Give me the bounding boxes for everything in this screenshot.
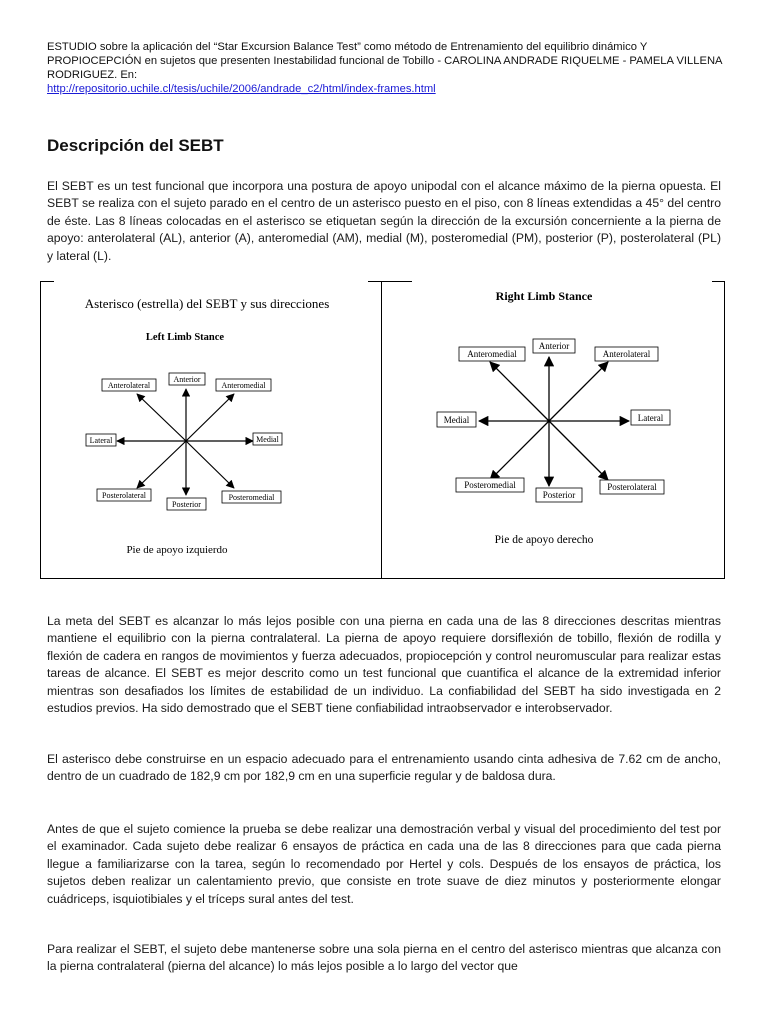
- left-label-medial: Medial: [256, 435, 279, 444]
- left-label-lateral: Lateral: [89, 436, 113, 445]
- right-line-posterolateral: [549, 421, 608, 480]
- right-line-posteromedial: [490, 421, 549, 480]
- right-label-posteromedial: Posteromedial: [464, 480, 516, 490]
- right-subtitle: Right Limb Stance: [495, 289, 593, 303]
- left-limb-panel: [40, 281, 382, 579]
- citation-text: ESTUDIO sobre la aplicación del “Star Excursion Balance Test” como método de Entrenamiento del equilibrio dinámico Y PROPIOCEPCIÓN en sujetos que presenten Inestabilidad funcional de Tobillo - CAROLINA ANDRADE RIQUELME - PAMELA VILLENA RODRIGUEZ. En:: [47, 41, 722, 81]
- left-line-posterolateral: [137, 441, 186, 488]
- right-label-posterolateral: Posterolateral: [607, 482, 657, 492]
- right-asterisk-lines: [479, 357, 629, 486]
- right-label-posterior: Posterior: [542, 490, 576, 500]
- left-line-anterolateral: [137, 394, 186, 441]
- left-label-posterolateral: Posterolateral: [102, 491, 146, 500]
- left-line-posteromedial: [186, 441, 234, 488]
- left-subtitle: Left Limb Stance: [145, 332, 225, 343]
- section-title: Descripción del SEBT: [47, 136, 224, 155]
- paragraph-1: El SEBT es un test funcional que incorpora una postura de apoyo unipodal con el alcance máximo de la pierna opuesta. El SEBT se realiza con el sujeto parado en el centro de un asterisco puesto en el piso, con 8 líneas extendidas a 45° del centro de éste. Las 8 líneas colocadas en el asterisco se etiquetan según la dirección de la excursión concerniente a la pierna de apoyo: anterolateral (AL), anterior (A), anteromedial (AM), medial (M), posteromedial (PM), posterior (P), posterolateral (PL) y lateral (L).: [47, 179, 721, 263]
- right-line-anterolateral: [549, 362, 608, 421]
- left-label-anteromedial: Anteromedial: [221, 381, 266, 390]
- right-limb-panel: [381, 281, 725, 579]
- left-label-posterior: Posterior: [172, 500, 201, 509]
- left-asterisk-lines: [117, 389, 253, 495]
- right-caption-bottom: Pie de apoyo derecho: [494, 534, 594, 546]
- left-line-anteromedial: [186, 394, 234, 441]
- left-caption-top: Asterisco (estrella) del SEBT y sus direcciones: [84, 296, 330, 311]
- citation-header: [47, 40, 727, 96]
- paragraph-5: Para realizar el SEBT, el sujeto debe mantenerse sobre una sola pierna en el centro del asterisco mientras que alcanza con la pierna contralateral (pierna del alcance) lo más lejos posible a lo largo del vector que: [47, 942, 721, 974]
- paragraph-4: Antes de que el sujeto comience la prueba se debe realizar una demostración verbal y visual del procedimiento del test por el examinador. Cada sujeto debe realizar 6 ensayos de práctica en cada una de las 8 direcciones para que cada pierna llegue a familiarizarse con la tarea, según lo recomendado por Hertel y cols. Después de los ensayos de práctica, los sujetos deben realizar un calentamiento previo, que consiste en trote suave de diez minutos y posteriormente elongar cuádriceps, isquiotibiales y el tríceps sural antes del test.: [47, 822, 721, 906]
- right-label-anterolateral: Anterolateral: [602, 349, 651, 359]
- right-label-anteromedial: Anteromedial: [467, 349, 517, 359]
- right-label-medial: Medial: [443, 415, 470, 425]
- left-label-anterolateral: Anterolateral: [107, 381, 151, 390]
- sebt-figure: [40, 281, 725, 581]
- right-label-anterior: Anterior: [538, 341, 570, 351]
- paragraph-2: La meta del SEBT es alcanzar lo más lejos posible con una pierna en cada una de las 8 direcciones descritas mientras mantiene el equilibrio con la pierna contralateral. La pierna de apoyo requiere dorsiflexión de tobillo, flexión de rodilla y flexión de cadera en rangos de movimientos y fuerza adecuados, propiocepción y control neuromuscular para realizar estas tareas de alcance. El SEBT es mejor descrito como un test funcional que cuantifica el alcance de la extremidad inferior mientras son desafiados los límites de estabilidad de un individuo. La confiabilidad del SEBT ha sido investigada en 2 estudios previos. Ha sido demostrado que el SEBT tiene confiabilidad intraobservador e interobservador.: [47, 614, 721, 716]
- left-limb-diagram: [41, 281, 381, 577]
- paragraph-3: El asterisco debe construirse en un espacio adecuado para el entrenamiento usando cinta adhesiva de 7.62 cm de ancho, dentro de un cuadrado de 182,9 cm por 182,9 cm en una superficie regular y de baldosa dura.: [47, 752, 721, 784]
- right-limb-diagram: [382, 281, 724, 577]
- source-link[interactable]: http://repositorio.uchile.cl/tesis/uchile/2006/andrade_c2/html/index-frames.html: [47, 83, 436, 95]
- left-label-anterior: Anterior: [173, 375, 201, 384]
- left-label-posteromedial: Posteromedial: [228, 493, 275, 502]
- right-label-lateral: Lateral: [637, 413, 664, 423]
- right-line-anteromedial: [490, 362, 549, 421]
- left-caption-bottom: Pie de apoyo izquierdo: [126, 544, 228, 556]
